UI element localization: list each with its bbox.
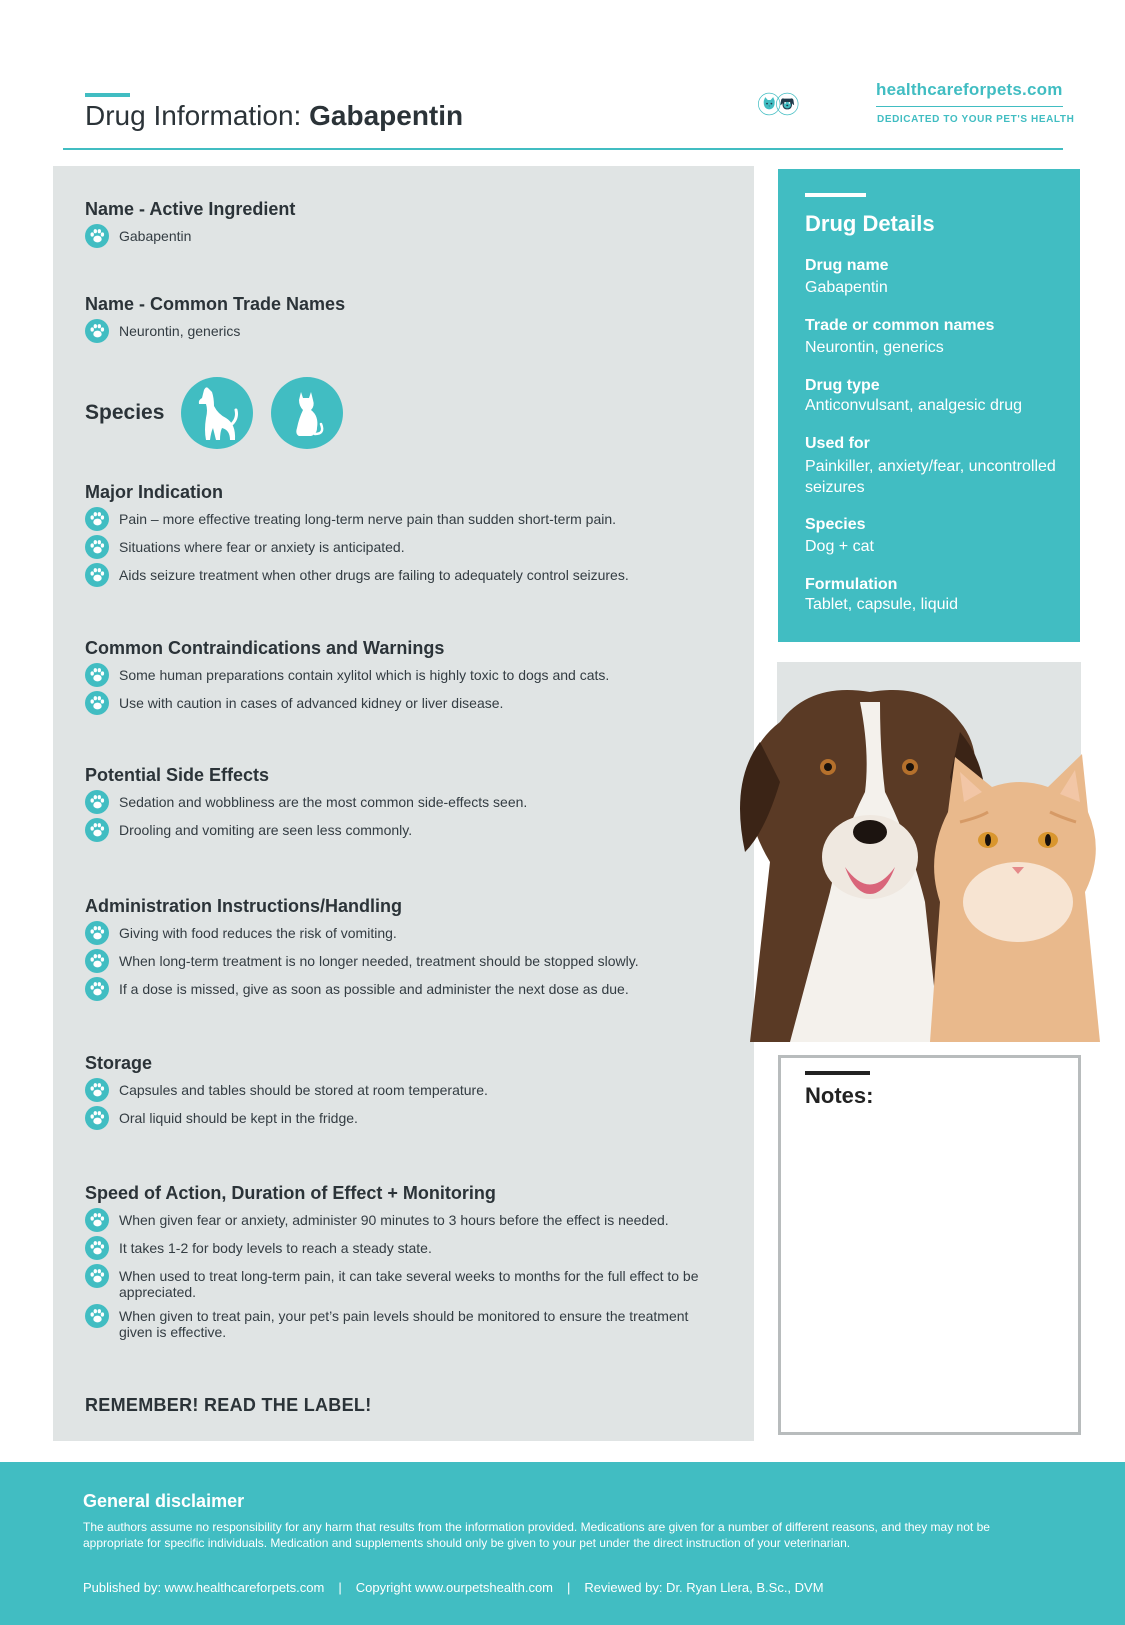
list-item: Gabapentin <box>85 224 725 248</box>
reviewed-by: Reviewed by: Dr. Ryan Llera, B.Sc., DVM <box>584 1580 824 1595</box>
detail-value-formulation: Tablet, capsule, liquid <box>805 596 958 613</box>
list-item: Giving with food reduces the risk of vomiting. <box>85 921 725 945</box>
dog-icon <box>194 384 240 442</box>
logo-domain: healthcareforpets.com <box>876 80 1063 99</box>
detail-value-trade-names: Neurontin, generics <box>805 339 944 356</box>
detail-label-drug-name: Drug name <box>805 257 889 274</box>
list-item: Sedation and wobbliness are the most common side-effects seen. <box>85 790 725 814</box>
list-item: Aids seizure treatment when other drugs are failing to adequately control seizures. <box>85 563 725 587</box>
list-item: When used to treat long-term pain, it can take several weeks to months for the full effect to be appreciated. <box>85 1264 725 1300</box>
cat-species-badge <box>271 377 343 449</box>
paw-icon <box>85 224 109 248</box>
species-label: Species <box>85 401 165 424</box>
paw-icon <box>85 691 109 715</box>
dog-and-cat-photo <box>720 662 1125 1042</box>
section-heading: Major Indication <box>85 482 224 502</box>
storage-section <box>85 1053 725 1134</box>
paw-icon <box>85 563 109 587</box>
list-item: Neurontin, generics <box>85 319 725 343</box>
paw-icon <box>85 790 109 814</box>
list-item: Pain – more effective treating long-term nerve pain than sudden short-term pain. <box>85 507 725 531</box>
detail-value-used-for: Painkiller, anxiety/fear, uncontrolled seizures <box>805 458 1056 496</box>
list-item: It takes 1-2 for body levels to reach a steady state. <box>85 1236 725 1260</box>
contraindications-section <box>85 638 725 719</box>
administration-section <box>85 896 725 1005</box>
notes-title: Notes: <box>805 1083 874 1108</box>
list-item: When long-term treatment is no longer needed, treatment should be stopped slowly. <box>85 949 725 973</box>
published-by-link[interactable]: Published by: www.healthcareforpets.com <box>83 1580 325 1595</box>
paw-icon <box>85 949 109 973</box>
section-heading: Administration Instructions/Handling <box>85 896 403 916</box>
logo-pets-icon <box>758 71 870 137</box>
list-item: Some human preparations contain xylitol which is highly toxic to dogs and cats. <box>85 663 725 687</box>
paw-icon <box>85 507 109 531</box>
paw-icon <box>85 921 109 945</box>
paw-icon <box>85 663 109 687</box>
paw-icon <box>85 1106 109 1130</box>
list-item: When given to treat pain, your pet’s pain levels should be monitored to ensure the treatment given is effective. <box>85 1304 725 1340</box>
cat-icon <box>287 388 327 438</box>
paw-icon <box>85 319 109 343</box>
detail-label-trade-names: Trade or common names <box>805 317 995 334</box>
detail-label-drug-type: Drug type <box>805 377 880 394</box>
major-indication-section <box>85 482 725 591</box>
dog-species-badge <box>181 377 253 449</box>
paw-icon <box>85 1304 109 1328</box>
detail-label-formulation: Formulation <box>805 576 898 593</box>
species-row <box>85 377 361 449</box>
active-ingredient-section <box>85 199 725 252</box>
section-heading: Speed of Action, Duration of Effect + Monitoring <box>85 1183 496 1203</box>
copyright-link[interactable]: Copyright www.ourpetshealth.com <box>355 1580 554 1595</box>
details-title: Drug Details <box>805 211 935 236</box>
side-effects-section <box>85 765 725 846</box>
notes-box[interactable] <box>778 1055 1081 1435</box>
section-heading: Potential Side Effects <box>85 765 270 785</box>
footer-credits <box>83 1580 824 1595</box>
logo-divider <box>876 106 1063 107</box>
remember-label: REMEMBER! READ THE LABEL! <box>85 1395 372 1415</box>
list-item: Use with caution in cases of advanced kidney or liver disease. <box>85 691 725 715</box>
section-heading: Common Contraindications and Warnings <box>85 638 445 658</box>
disclaimer-text: The authors assume no responsibility for any harm that results from the information provided. Medications are given for a number of different reasons, and they may not be appropriate for specific individuals. Medication and supplements should only be given to your pet under the direct instruction of your veterinarian. <box>83 1520 990 1550</box>
list-item: Capsules and tables should be stored at room temperature. <box>85 1078 725 1102</box>
section-heading: Storage <box>85 1053 153 1073</box>
paw-icon <box>85 1208 109 1232</box>
list-item: When given fear or anxiety, administer 90 minutes to 3 hours before the effect is needed. <box>85 1208 725 1232</box>
paw-icon <box>85 1078 109 1102</box>
paw-icon <box>85 1236 109 1260</box>
list-item: Drooling and vomiting are seen less commonly. <box>85 818 725 842</box>
section-heading: Name - Common Trade Names <box>85 294 346 314</box>
footer-separator: | <box>567 1580 571 1595</box>
paw-icon <box>85 1264 109 1288</box>
trade-names-section <box>85 294 725 347</box>
detail-value-drug-name: Gabapentin <box>805 279 888 296</box>
paw-icon <box>85 977 109 1001</box>
title-accent-bar <box>85 93 130 97</box>
list-item: Oral liquid should be kept in the fridge. <box>85 1106 725 1130</box>
header-divider <box>63 148 1063 150</box>
logo-tagline: DEDICATED TO YOUR PET'S HEALTH <box>877 114 1075 125</box>
detail-value-species: Dog + cat <box>805 538 874 555</box>
speed-monitoring-section <box>85 1183 725 1344</box>
page-title: Drug Information: Gabapentin <box>85 100 464 131</box>
detail-label-used-for: Used for <box>805 435 870 452</box>
footer-separator: | <box>338 1580 342 1595</box>
detail-value-drug-type: Anticonvulsant, analgesic drug <box>805 397 1023 414</box>
detail-label-species: Species <box>805 516 866 533</box>
list-item: Situations where fear or anxiety is anticipated. <box>85 535 725 559</box>
notes-accent-bar <box>805 1071 870 1075</box>
drug-name-title: Gabapentin <box>309 100 464 131</box>
section-heading: Name - Active Ingredient <box>85 199 296 219</box>
paw-icon <box>85 818 109 842</box>
disclaimer-title: General disclaimer <box>83 1491 245 1511</box>
list-item: If a dose is missed, give as soon as possible and administer the next dose as due. <box>85 977 725 1001</box>
paw-icon <box>85 535 109 559</box>
details-accent-bar <box>805 193 866 197</box>
